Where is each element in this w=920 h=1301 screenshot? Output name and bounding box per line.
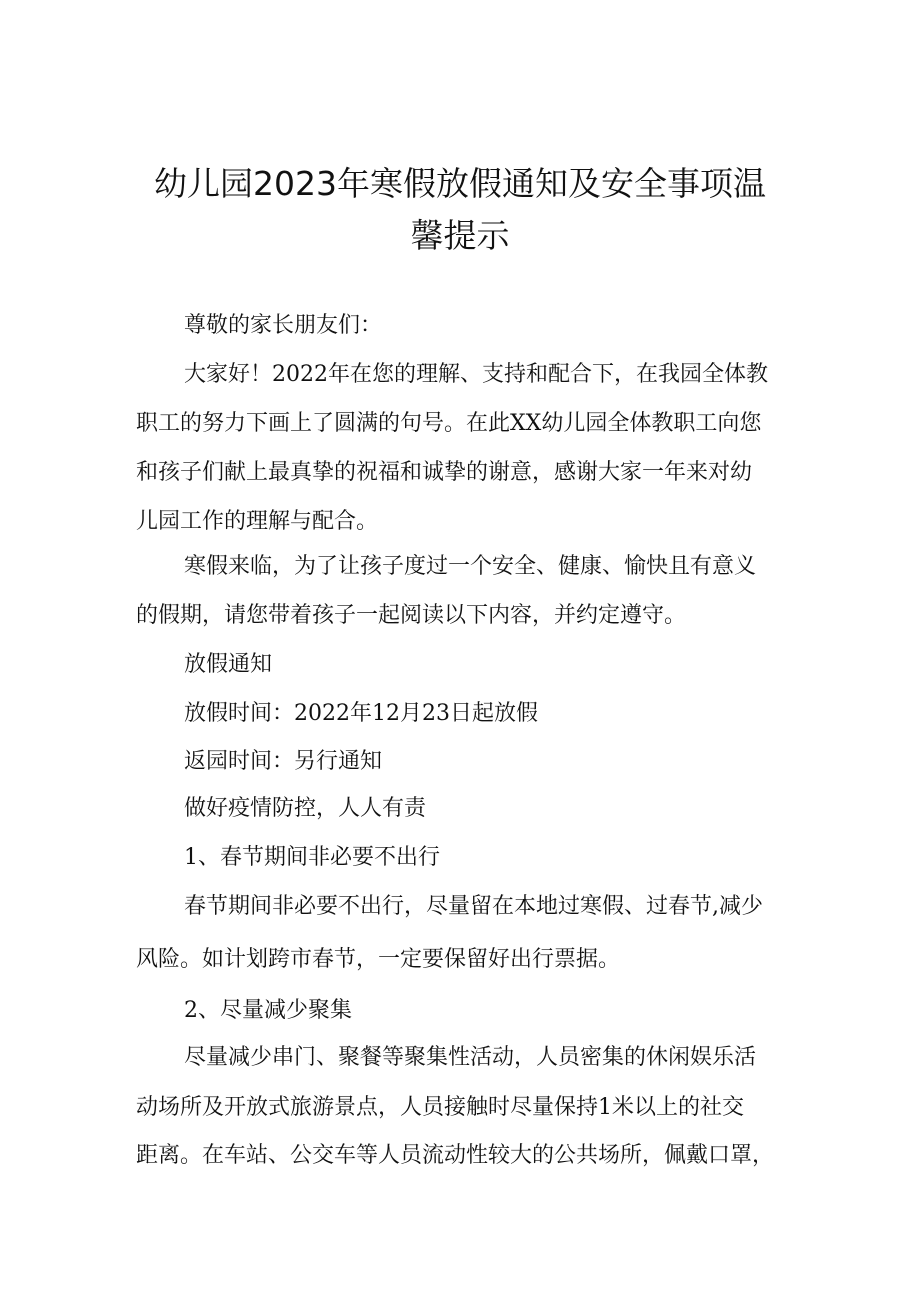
salutation: 尊敬的家长朋友们： xyxy=(184,313,383,338)
paragraph-line: 儿园工作的理解与配合。 xyxy=(136,509,379,534)
paragraph-line: 大家好！2022年在您的理解、支持和配合下，在我园全体教 xyxy=(184,362,768,387)
section-heading: 做好疫情防控，人人有责 xyxy=(184,796,427,821)
paragraph-line: 职工的努力下画上了圆满的句号。在此XX幼儿园全体教职工向您 xyxy=(136,411,762,436)
paragraph-line: 风险。如计划跨市春节，一定要保留好出行票据。 xyxy=(136,947,621,972)
paragraph-line: 的假期，请您带着孩子一起阅读以下内容，并约定遵守。 xyxy=(136,603,687,628)
paragraph-line: 尽量减少串门、聚餐等聚集性活动，人员密集的休闲娱乐活 xyxy=(184,1045,757,1070)
holiday-start-line: 放假时间：2022年12月23日起放假 xyxy=(184,701,538,726)
paragraph-line: 动场所及开放式旅游景点，人员接触时尽量保持1米以上的社交 xyxy=(136,1095,744,1120)
paragraph-line: 距离。在车站、公交车等人员流动性较大的公共场所，佩戴口罩， xyxy=(136,1143,775,1168)
document-title-line-2: 馨提示 xyxy=(410,216,510,255)
section-heading: 放假通知 xyxy=(184,652,273,677)
paragraph-line: 寒假来临，为了让孩子度过一个安全、健康、愉快且有意义 xyxy=(184,554,757,579)
paragraph-line: 和孩子们献上最真挚的祝福和诚挚的谢意，感谢大家一年来对幼 xyxy=(136,460,753,485)
document-title-line-1: 幼儿园2023年寒假放假通知及安全事项温 xyxy=(154,164,766,203)
list-heading: 1、春节期间非必要不出行 xyxy=(184,845,440,870)
return-date-line: 返园时间：另行通知 xyxy=(184,749,383,774)
paragraph-line: 春节期间非必要不出行，尽量留在本地过寒假、过春节,减少 xyxy=(184,894,763,919)
list-heading: 2、尽量减少聚集 xyxy=(184,998,352,1023)
